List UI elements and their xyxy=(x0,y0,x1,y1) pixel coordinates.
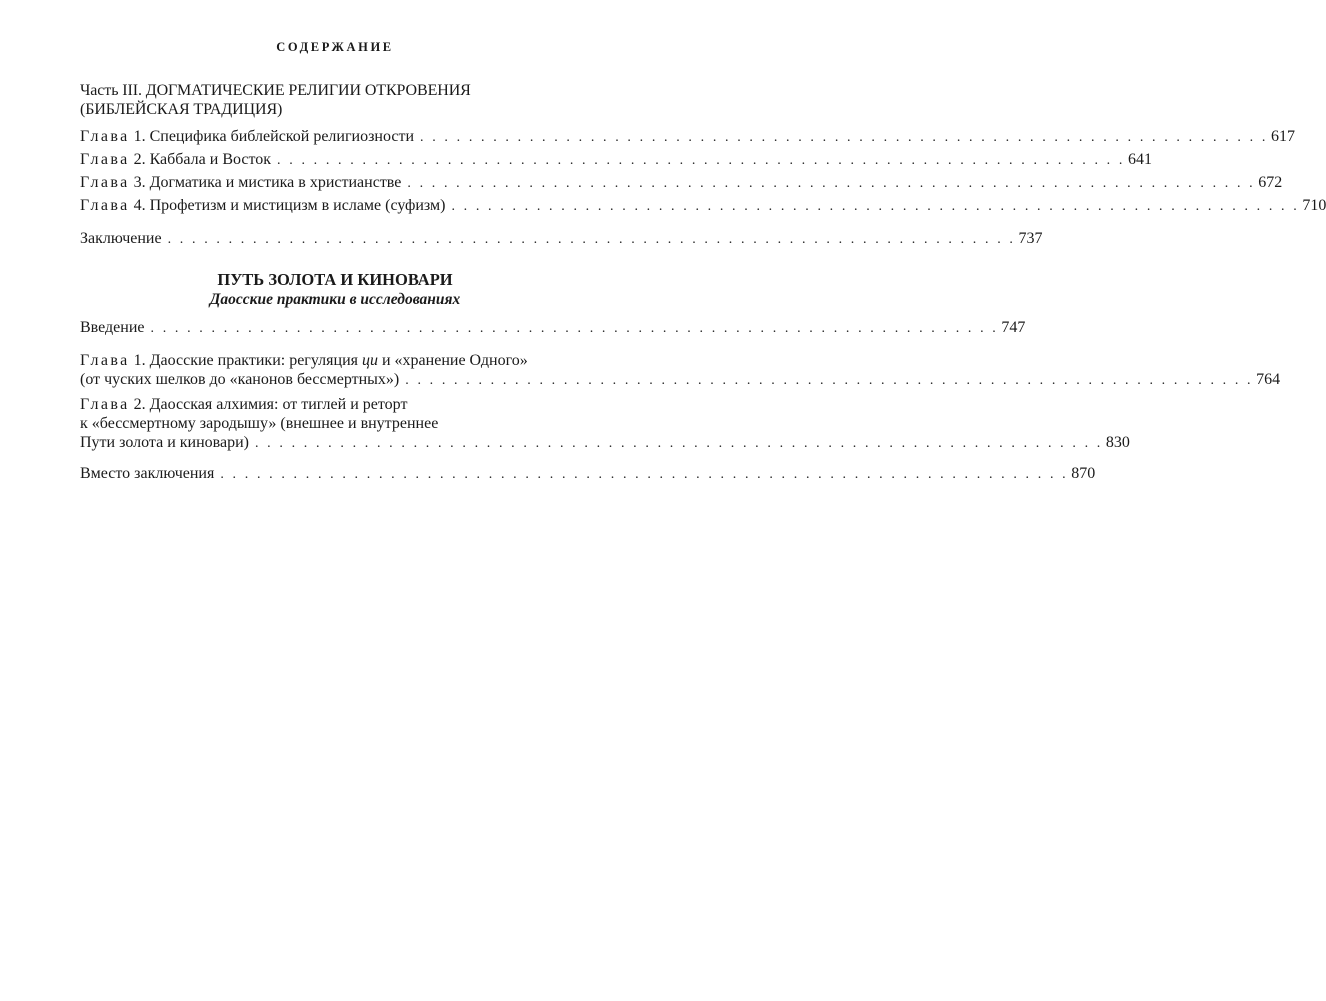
dot-leader: . . . . . . . . . . . . . . . . . . . . . . . . . . . . . . . . . . . . . . . . . . . . . . . . . . . . . . . . . . . . . . . . . . . . . . xyxy=(420,130,1268,145)
chapter-title-part-b: и «хранение Одного» xyxy=(377,352,528,369)
dot-leader: . . . . . . . . . . . . . . . . . . . . . . . . . . . . . . . . . . . . . . . . . . . . . . . . . . . . . . . . . . . . . . . . . . . . . . xyxy=(220,467,1069,482)
entry-title: Введение xyxy=(80,319,145,336)
toc-entry-chapter-4[interactable] xyxy=(80,196,1326,216)
page-number: 830 xyxy=(1105,434,1130,451)
chapter-prefix: Глава xyxy=(80,396,130,413)
toc-entry-conclusion[interactable] xyxy=(80,229,1043,249)
running-head: СОДЕРЖАНИЕ xyxy=(276,40,394,54)
chapter-title-line-2: к «бессмертному зародышу» (внешнее и внутреннее xyxy=(80,415,439,432)
dot-leader: . . . . . . . . . . . . . . . . . . . . . . . . . . . . . . . . . . . . . . . . . . . . . . . . . . . . . . . . . . . . . . . . . . . . . . xyxy=(405,373,1254,388)
toc-entry-chapter-2[interactable] xyxy=(80,150,1152,170)
dot-leader: . . . . . . . . . . . . . . . . . . . . . . . . . . . . . . . . . . . . . . . . . . . . . . . . . . . . . . . . . . . . . . . . . . . . . . xyxy=(407,176,1256,191)
chapter-title: 1. Специфика библейской религиозности xyxy=(133,128,415,145)
part-title-line-1: Часть III. ДОГМАТИЧЕСКИЕ РЕЛИГИИ ОТКРОВЕНИЯ xyxy=(80,82,471,99)
part-title xyxy=(80,81,600,119)
dot-leader: . . . . . . . . . . . . . . . . . . . . . . . . . . . . . . . . . . . . . . . . . . . . . . . . . . . . . . . . . . . . . . . . . . . . . . xyxy=(167,232,1016,247)
page-number: 764 xyxy=(1256,371,1281,388)
chapter-title-part-a: 1. Даосские практики: регуляция xyxy=(133,352,362,369)
chapter-title-line-1: 2. Даосская алхимия: от тиглей и реторт xyxy=(133,396,408,413)
chapter-title-italic-term: ци xyxy=(361,352,378,369)
section-subtitle: Даосские практики в исследованиях xyxy=(209,291,461,308)
page-number: 710 xyxy=(1302,197,1326,214)
entry-title: Вместо заключения xyxy=(80,465,215,482)
dot-leader: . . . . . . . . . . . . . . . . . . . . . . . . . . . . . . . . . . . . . . . . . . . . . . . . . . . . . . . . . . . . . . . . . . . . . . xyxy=(451,199,1300,214)
section-title: ПУТЬ ЗОЛОТА И КИНОВАРИ xyxy=(217,270,453,289)
chapter-prefix: Глава xyxy=(80,151,130,168)
dot-leader: . . . . . . . . . . . . . . . . . . . . . . . . . . . . . . . . . . . . . . . . . . . . . . . . . . . . . . . . . . . . . . . . . . . . . . xyxy=(277,153,1125,168)
page-number: 870 xyxy=(1071,465,1096,482)
toc-entry-final[interactable] xyxy=(80,464,1096,484)
chapter-prefix: Глава xyxy=(80,128,130,145)
part-title-line-2: (БИБЛЕЙСКАЯ ТРАДИЦИЯ) xyxy=(80,101,283,118)
page-number: 641 xyxy=(1127,151,1152,168)
chapter-title: 4. Профетизм и мистицизм в исламе (суфизм) xyxy=(133,197,446,214)
chapter-title-line-2: (от чуских шелков до «канонов бессмертных») xyxy=(80,371,400,388)
page-number: 737 xyxy=(1018,230,1043,247)
chapter-prefix: Глава xyxy=(80,174,130,191)
page-number: 672 xyxy=(1258,174,1283,191)
toc-entry-daoist-chapter-1[interactable] xyxy=(80,351,1281,390)
toc-entry-daoist-chapter-2[interactable] xyxy=(80,395,1130,453)
toc-entry-chapter-3[interactable] xyxy=(80,173,1283,193)
dot-leader: . . . . . . . . . . . . . . . . . . . . . . . . . . . . . . . . . . . . . . . . . . . . . . . . . . . . . . . . . . . . . . . . . . . . . . xyxy=(150,321,999,336)
chapter-prefix: Глава xyxy=(80,352,130,369)
page-number: 747 xyxy=(1001,319,1026,336)
chapter-title: 3. Догматика и мистика в христианстве xyxy=(133,174,402,191)
page-number: 617 xyxy=(1270,128,1295,145)
toc-entry-introduction[interactable] xyxy=(80,318,1026,338)
chapter-title: 2. Каббала и Восток xyxy=(133,151,272,168)
entry-title: Заключение xyxy=(80,230,162,247)
chapter-prefix: Глава xyxy=(80,197,130,214)
dot-leader: . . . . . . . . . . . . . . . . . . . . . . . . . . . . . . . . . . . . . . . . . . . . . . . . . . . . . . . . . . . . . . . . . . . . . . xyxy=(254,436,1103,451)
toc-entry-chapter-1[interactable] xyxy=(80,127,1295,147)
chapter-title-line-3: Пути золота и киновари) xyxy=(80,434,249,451)
